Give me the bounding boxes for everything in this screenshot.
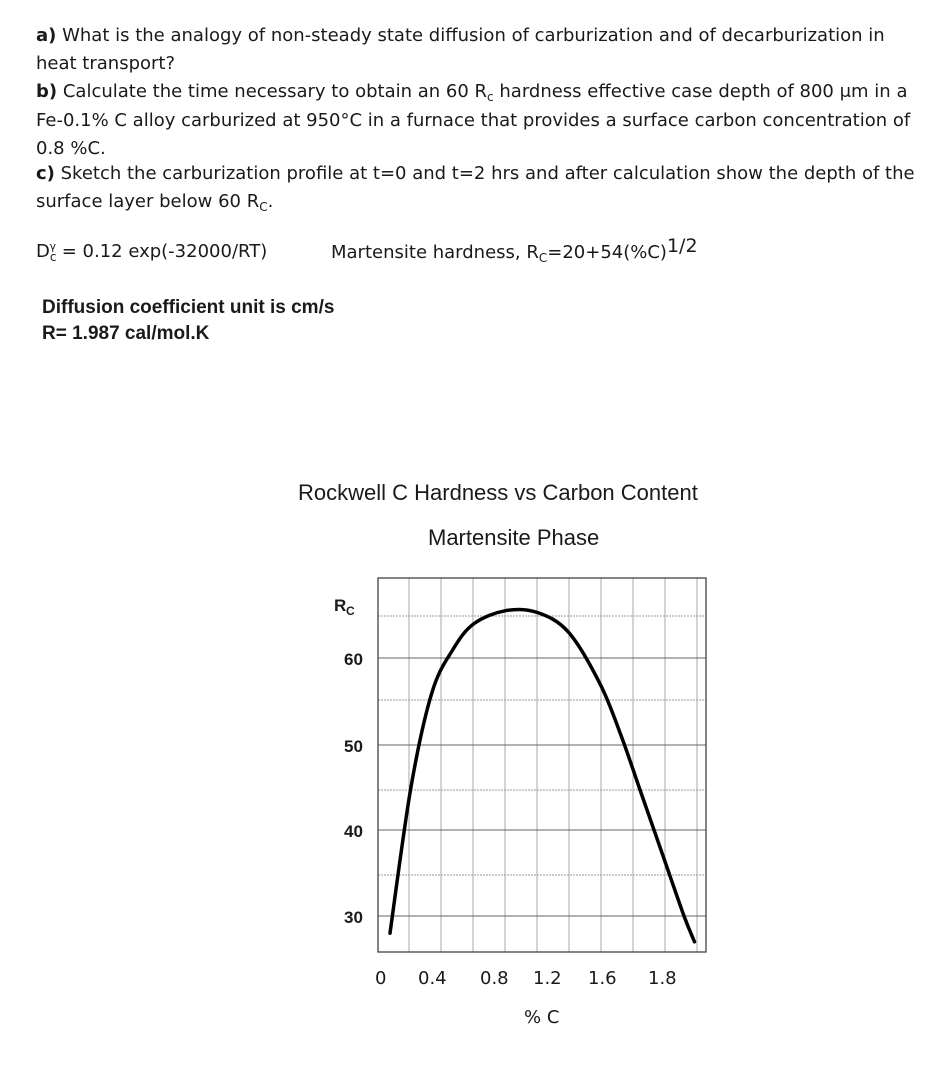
diffusion-unit-note: Diffusion coefficient unit is cm/s: [42, 297, 335, 318]
chart-title: Rockwell C Hardness vs Carbon Content: [298, 480, 698, 505]
grid-horizontal: [378, 616, 706, 916]
hardness-exponent: 1/2: [666, 235, 698, 257]
question-c-label: c): [36, 163, 55, 184]
question-b-text-1: Calculate the time necessary to obtain an 60 R: [57, 81, 488, 102]
question-b: [36, 78, 916, 163]
diffusion-expression: = 0.12 exp(-32000/RT): [56, 241, 268, 262]
question-b-text-2: hardness effective case depth of 800 μm in a Fe-0.1% C alloy carburized at 950°C in a furnace that provides a surface carbon concentration of 0.8 %C.: [36, 81, 911, 159]
hardness-text-2: =20+54(%C): [547, 242, 667, 263]
question-c-text: Sketch the carburization profile at t=0 and t=2 hrs and after calculation show the depth of the surface layer below 60 R: [36, 163, 915, 212]
hardness-text-1: Martensite hardness, R: [331, 242, 539, 263]
hardness-chart: [0, 440, 930, 1040]
x-tick-label: 1.6: [588, 968, 617, 989]
diffusion-symbol: D: [36, 241, 50, 262]
grid-vertical: [409, 578, 697, 952]
x-tick-label: 0: [375, 968, 387, 989]
x-tick-label: 1.8: [648, 968, 677, 989]
question-c-subscript: C: [259, 200, 268, 214]
y-tick-label: 40: [344, 822, 363, 841]
question-b-label: b): [36, 81, 58, 102]
diffusion-formula: [36, 238, 267, 268]
question-b-subscript: c: [487, 90, 494, 104]
diffusion-subscript: c: [49, 250, 57, 264]
x-tick-label: 0.4: [418, 968, 447, 989]
y-tick-label: 30: [344, 908, 363, 927]
question-c-end: .: [267, 191, 274, 212]
x-tick-label: 0.8: [480, 968, 509, 989]
gas-constant-note: R= 1.987 cal/mol.K: [42, 323, 210, 344]
plot-frame: [378, 578, 706, 952]
hardness-subscript: C: [538, 251, 548, 265]
x-tick-label: 1.2: [533, 968, 562, 989]
diffusion-superscript: γ: [49, 240, 56, 253]
question-a-text: What is the analogy of non-steady state diffusion of carburization and of decarburization in heat transport?: [36, 25, 885, 74]
y-axis-label-sub: C: [346, 604, 355, 618]
chart-subtitle: Martensite Phase: [428, 525, 600, 550]
y-tick-label: 60: [344, 650, 363, 669]
y-axis-label: [334, 596, 355, 618]
hardness-curve: [390, 609, 695, 941]
y-tick-label: 50: [344, 737, 363, 756]
question-a: [36, 22, 916, 78]
question-c: [36, 160, 916, 217]
x-axis-label: % C: [524, 1007, 560, 1028]
hardness-formula: [331, 235, 698, 268]
y-axis-label-main: R: [334, 596, 347, 615]
question-a-label: a): [36, 25, 57, 46]
